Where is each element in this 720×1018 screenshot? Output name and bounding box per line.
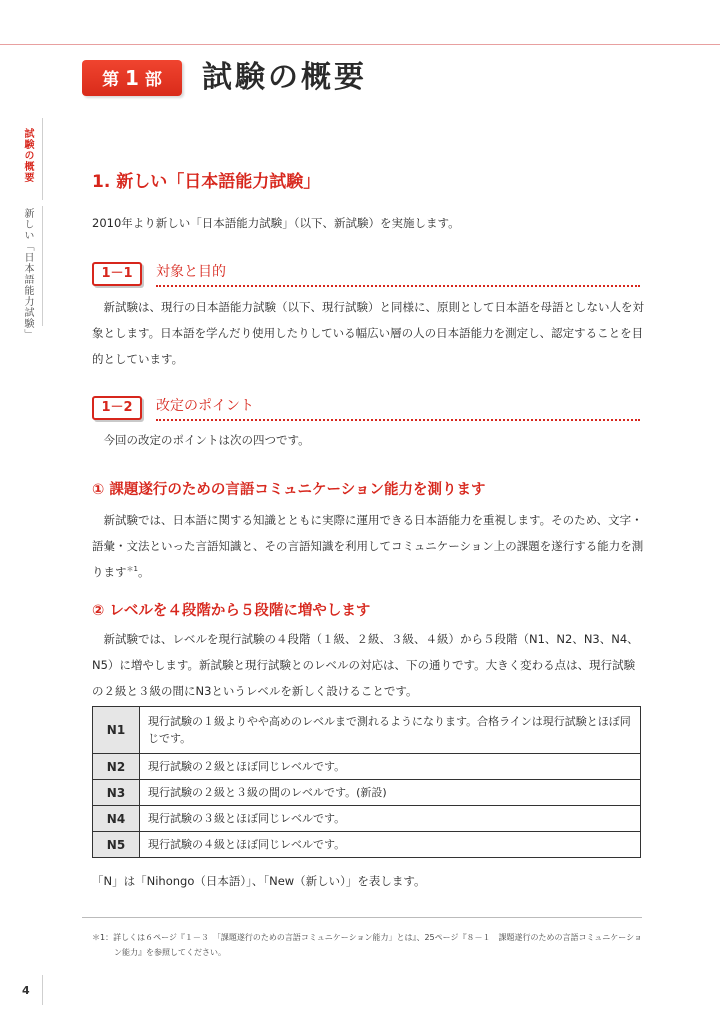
level-table — [92, 706, 641, 858]
dotted-underline — [156, 419, 640, 421]
footnote-marker: ＊1 — [126, 565, 138, 574]
part-suffix: 部 — [144, 70, 162, 90]
table-row — [93, 707, 641, 754]
section-intro: 2010年より新しい「日本語能力試験」（以下、新試験）を実施します。 — [92, 216, 460, 230]
point-2-title: ② レベルを４段階から５段階に増やします — [92, 603, 371, 619]
part-prefix: 第 — [102, 70, 120, 90]
point-1-end: 。 — [137, 565, 150, 579]
subsection-badge: 1－2 — [92, 396, 142, 420]
subsection-label: 改定のポイント — [156, 398, 254, 414]
sidebar-divider — [42, 206, 43, 326]
sidebar-chapter: 試験の概要 — [22, 128, 33, 183]
section-title: 1. 新しい「日本語能力試験」 — [92, 172, 321, 192]
subsection-1-text: 新試験は、現行の日本語能力試験（以下、現行試験）と同様に、原則として日本語を母語としない人を対象とします。日本語を学んだり使用したりしている幅広い層の人の日本語能力を測定し、認定することを目的としています。 — [92, 300, 644, 366]
level-desc: 現行試験の３級とほぼ同じレベルです。 — [140, 806, 641, 832]
part-number: 1 — [125, 66, 139, 90]
subsection-heading-1 — [92, 262, 640, 288]
point-1-text — [92, 507, 645, 585]
sidebar-divider — [42, 118, 43, 200]
point-1-body: 新試験では、日本語に関する知識とともに実際に運用できる日本語能力を重視します。そのため、文字・語彙・文法といった言語知識と、その言語知識を利用してコミュニケーション上の課題を遂行する能力を測ります — [92, 513, 644, 579]
table-row — [93, 832, 641, 858]
subsection-label: 対象と目的 — [156, 264, 226, 280]
part-badge — [82, 60, 182, 96]
footnote: ＊1：詳しくは６ページ『１－３ 「課題遂行のための言語コミュニケーション能力」とは』、25ページ『８－１ 課題遂行のための言語コミュニケーション能力』を参照してください。 — [92, 933, 642, 957]
table-row — [93, 754, 641, 780]
subsection-heading-2 — [92, 396, 640, 422]
point-2-text: 新試験では、レベルを現行試験の４段階（１級、２級、３級、４級）から５段階（N1、N2、N3、N4、N5）に増やします。新試験と現行試験とのレベルの対応は、下の通りです。大きく変わる点は、現行試験の２級と３級の間にN3というレベルを新しく設けることです。 — [92, 632, 639, 698]
point-1-title: ① 課題遂行のための言語コミュニケーション能力を測ります — [92, 482, 486, 498]
sidebar-section: 新しい「日本語能力試験」 — [22, 208, 33, 340]
dotted-underline — [156, 285, 640, 287]
subsection-2-text: 今回の改定のポイントは次の四つです。 — [103, 433, 310, 447]
n-meaning-note: 「N」は「Nihongo（日本語）」、「New（新しい）」を表します。 — [92, 874, 426, 888]
page-title: 試験の概要 — [202, 60, 367, 95]
level-cell: N4 — [93, 806, 140, 832]
page-number: 4 — [22, 984, 30, 997]
table-row — [93, 780, 641, 806]
subsection-badge: 1－1 — [92, 262, 142, 286]
page-number-divider — [42, 975, 43, 1005]
footnote-divider — [82, 917, 642, 918]
table-row — [93, 806, 641, 832]
level-desc: 現行試験の１級よりやや高めのレベルまで測れるようになります。合格ラインは現行試験とほぼ同じです。 — [140, 707, 641, 754]
level-cell: N1 — [93, 707, 140, 754]
level-desc: 現行試験の２級とほぼ同じレベルです。 — [140, 754, 641, 780]
level-cell: N5 — [93, 832, 140, 858]
level-cell: N3 — [93, 780, 140, 806]
top-rule — [0, 44, 720, 45]
level-desc: 現行試験の２級と３級の間のレベルです。(新設) — [140, 780, 641, 806]
level-desc: 現行試験の４級とほぼ同じレベルです。 — [140, 832, 641, 858]
level-cell: N2 — [93, 754, 140, 780]
